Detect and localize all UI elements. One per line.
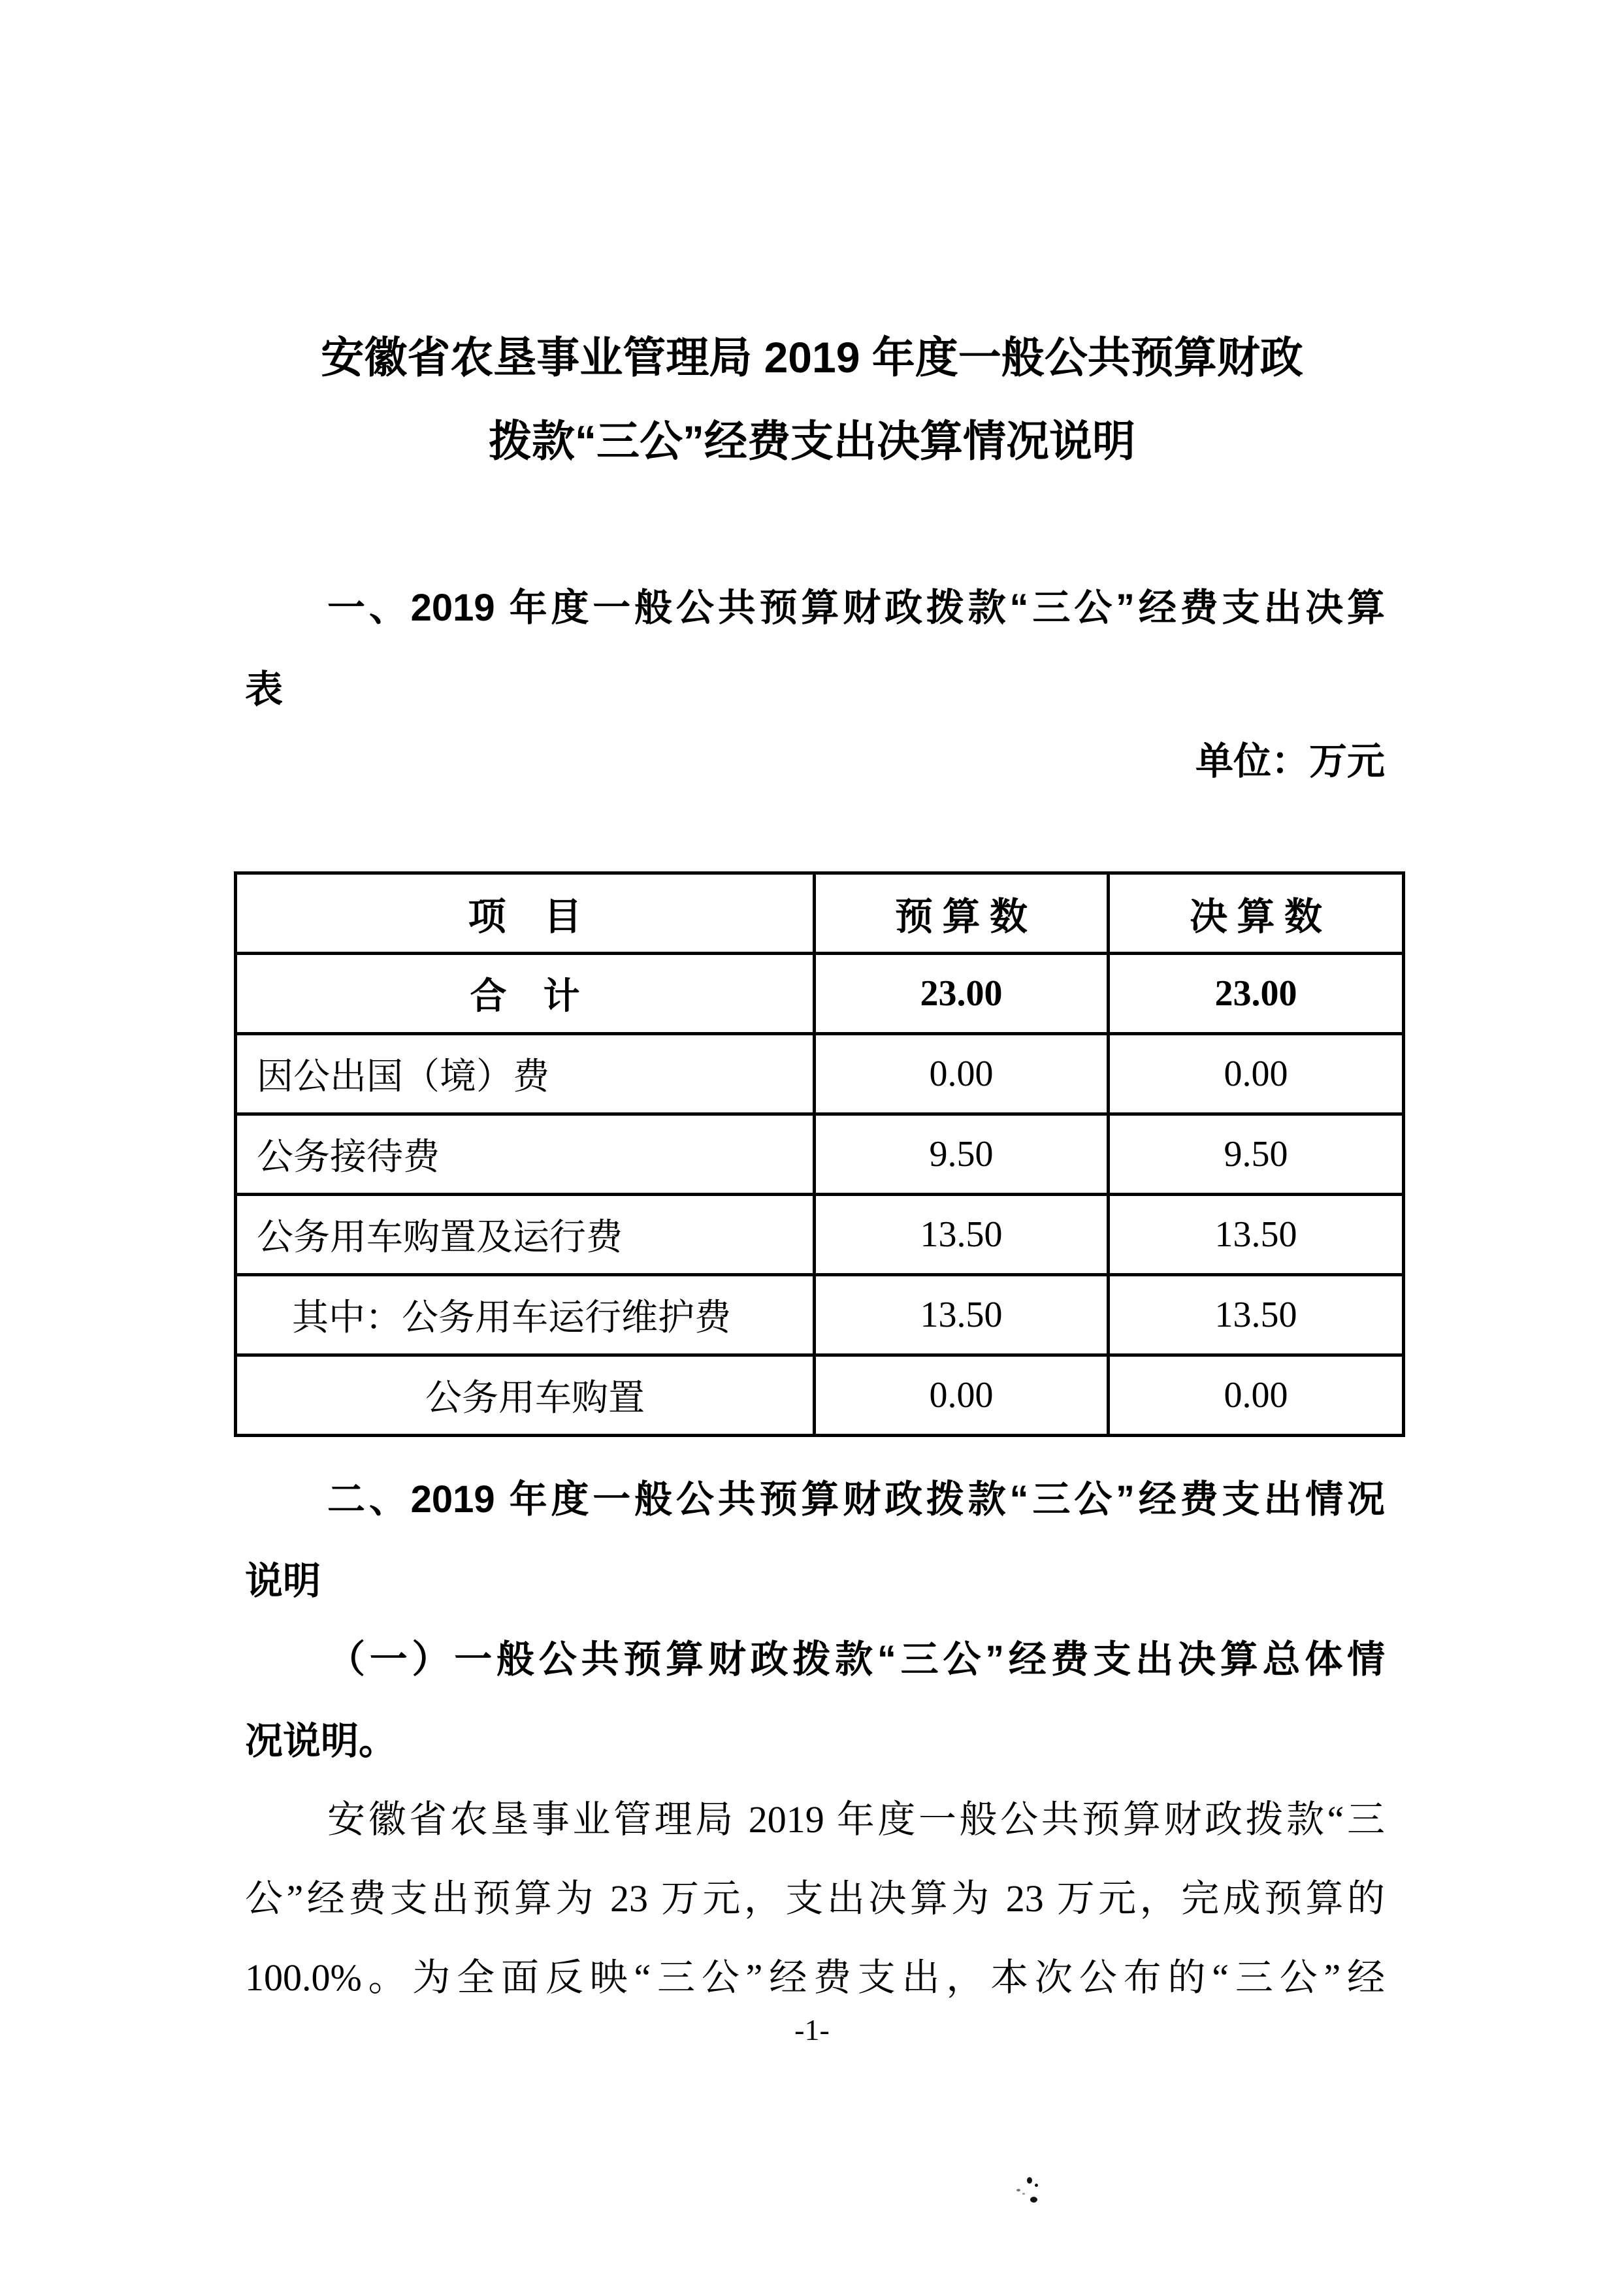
section-two-heading-line-1: 二、2019 年度一般公共预算财政拨款“三公”经费支出情况 bbox=[327, 1478, 1385, 1521]
final-value: 0.00 bbox=[1109, 1355, 1404, 1436]
row-label: 合 计 bbox=[236, 954, 815, 1034]
ink-speck bbox=[1016, 2189, 1020, 2191]
unit-label: 单位：万元 bbox=[1195, 740, 1385, 783]
subsection-one-heading-line-1: （一）一般公共预算财政拨款“三公”经费支出决算总体情 bbox=[327, 1638, 1385, 1681]
ink-speck bbox=[1022, 2193, 1025, 2195]
row-label: 公务接待费 bbox=[236, 1114, 815, 1195]
final-value: 13.50 bbox=[1109, 1195, 1404, 1275]
expense-table bbox=[234, 871, 1405, 1437]
final-value: 9.50 bbox=[1109, 1114, 1404, 1195]
table-row-reception-fee bbox=[236, 1114, 1404, 1195]
budget-value: 13.50 bbox=[815, 1195, 1109, 1275]
table-row-vehicle-purchase bbox=[236, 1355, 1404, 1436]
table-row-total bbox=[236, 954, 1404, 1034]
ink-speck bbox=[1035, 2184, 1038, 2187]
final-value: 0.00 bbox=[1109, 1034, 1404, 1114]
budget-value: 0.00 bbox=[815, 1355, 1109, 1436]
subsection-one-heading-line-2: 况说明。 bbox=[245, 1720, 397, 1762]
table-row-abroad-fee bbox=[236, 1034, 1404, 1114]
ink-speck bbox=[1027, 2177, 1032, 2184]
paragraph-line-1: 安徽省农垦事业管理局 2019 年度一般公共预算财政拨款“三 bbox=[327, 1798, 1385, 1841]
row-label: 其中：公务用车运行维护费 bbox=[236, 1275, 815, 1355]
row-label: 公务用车购置及运行费 bbox=[236, 1195, 815, 1275]
table-row-vehicle-purchase-and-operation bbox=[236, 1195, 1404, 1275]
section-one-heading-line-2: 表 bbox=[245, 668, 284, 711]
ink-speck bbox=[1030, 2197, 1037, 2203]
table-header-row bbox=[236, 873, 1404, 954]
column-header-final: 决 算 数 bbox=[1109, 873, 1404, 954]
section-one-heading-line-1: 一、2019 年度一般公共预算财政拨款“三公”经费支出决算 bbox=[327, 587, 1385, 629]
budget-value: 23.00 bbox=[815, 954, 1109, 1034]
budget-value: 0.00 bbox=[815, 1034, 1109, 1114]
paragraph-line-3: 100.0%。为全面反映“三公”经费支出，本次公布的“三公”经 bbox=[245, 1956, 1385, 1999]
document-title-line-2: 拨款“三公”经费支出决算情况说明 bbox=[489, 417, 1135, 465]
final-value: 23.00 bbox=[1109, 954, 1404, 1034]
section-two-heading-line-2: 说明 bbox=[245, 1560, 321, 1602]
row-label: 公务用车购置 bbox=[236, 1355, 815, 1436]
budget-value: 13.50 bbox=[815, 1275, 1109, 1355]
page-number: -1- bbox=[794, 2013, 830, 2046]
budget-value: 9.50 bbox=[815, 1114, 1109, 1195]
column-header-item: 项 目 bbox=[236, 873, 815, 954]
row-label: 因公出国（境）费 bbox=[236, 1034, 815, 1114]
table-row-vehicle-operation-maintenance bbox=[236, 1275, 1404, 1355]
column-header-budget: 预 算 数 bbox=[815, 873, 1109, 954]
paragraph-line-2: 公”经费支出预算为 23 万元，支出决算为 23 万元，完成预算的 bbox=[245, 1877, 1385, 1920]
final-value: 13.50 bbox=[1109, 1275, 1404, 1355]
document-title-line-1: 安徽省农垦事业管理局 2019 年度一般公共预算财政 bbox=[321, 333, 1303, 381]
